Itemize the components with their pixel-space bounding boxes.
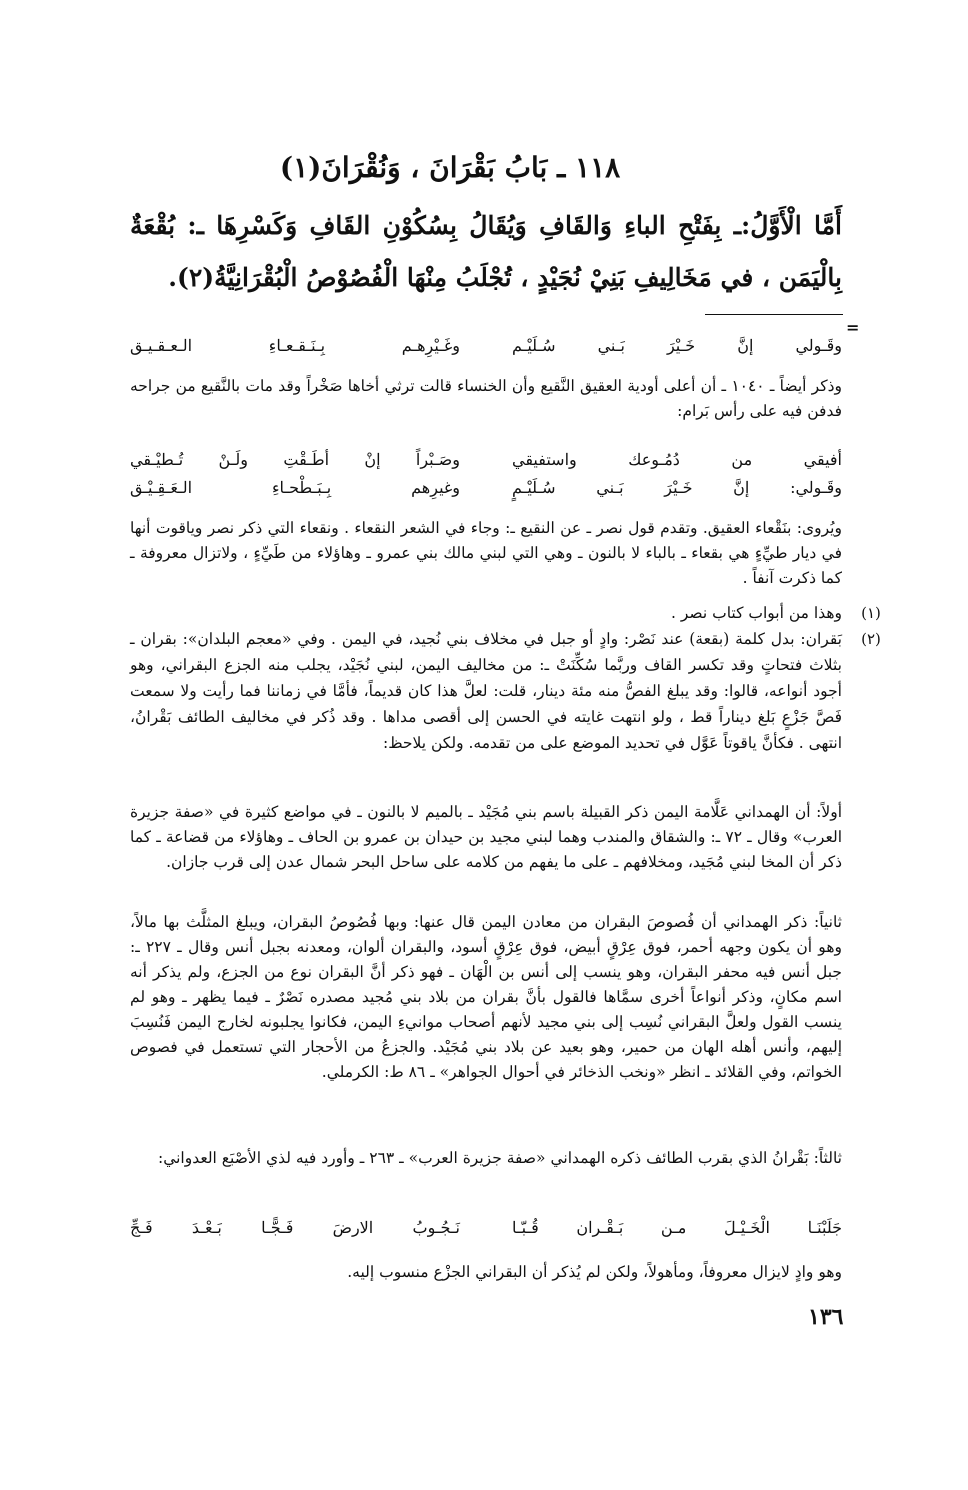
footnote-text: وهذا من أبواب كتاب نصر . <box>671 604 842 622</box>
verse-hemistich-first: وقَـولي إنَّ خَـيْرَ بَـني سُـلَيْـم <box>512 336 842 355</box>
footnote-separator <box>705 314 843 315</box>
footnote-number: (٢) <box>861 630 881 648</box>
footnote-paragraph: ويُروى: بنَقْعاء العقيق. وتقدم قول نصر ـ عن النقيع ـ: وجاء في الشعر النقعاء . ونقعاء التي ذكر نصر وياقوت أنها في ديار طيِّءٍ هي بقعاء ـ بالباء لا بالنون ـ وهي التي لبني مالك بني عمرو ـ وهاؤلاء من طَيِّءٍ ، ولاتزال معروفة ـ كما ذكرت آنفاً . <box>130 519 842 587</box>
verse-line-3 <box>130 478 842 508</box>
footnote-paragraph: ثانياً: ذكر الهمداني أن فُصوصَ البقران من معادن اليمن قال عنها: وبها فُصُوصُ البقران، ويبلغ المثلَّث بها مالاً، وهو أن يكون وجهه أحمر، فوق عِرْقٍ أبيض، فوق عِرْقٍ أسود، والبقران ألوان، ومعدنه بجبل أنس وقال ـ ٢٢٧ ـ: جبل أنس فيه محفر البقران، وهو ينسب إلى أنس بن الْهَان ـ فهو ذكر أنَّ البقران نوع من الجزع، ولم يذكر أنه اسم مكانٍ، وذكر أنواعاً أخرى سمَّاها فالقول بأنَّ بقران من بلاد بني مُجيد مصدره نَصْرٌ ـ فيما يظهر ـ وهو لم ينسب القول ولعلَّ البقراني نُسِب إلى بني مجيد لأنهم أصحاب موانيءِ اليمن، فكانوا يجلبونه لخارج اليمن فَنُسِبَ إليهم، وأنس أهله الهان من حمير، وهو بعيد عن بلاد بني مُجَيْد. والجزعُ من الأحجار التي تستعمل في فصوص الخواتم، وفي القلائد ـ انظر «ونخب الذخائر في أحوال الجواهر» ـ ٨٦ ط: الكرملي. <box>130 913 842 1081</box>
footnote-paragraph: وذكر أيضاً ـ ١٠٤٠ ـ أن أعلى أودية العقيق النَّقيع وأن الخنساء قالت ترثي أخاها صَخْراً وقد مات بالنَّقيع من جراحه فدفن فيه على رأس بَرام: <box>130 377 842 420</box>
verse-line-1 <box>130 336 842 366</box>
verse-line-2 <box>130 450 842 480</box>
continuation-mark: = <box>846 318 860 337</box>
verse-hemistich-second: وغَـيْرِهـم بِـنَـقـعـاءِ الـعـقـيـق <box>130 336 460 355</box>
footnote-2 <box>130 626 881 756</box>
footnote-paragraph: أولاً: أن الهمداني عَلَّامة اليمن ذكر القبيلة باسم بني مُجَيْد ـ بالميم لا بالنون ـ في مواضع كثيرة في «صفة جزيرة العرب» وقال ـ ٧٢ ـ: والشقاق والمندب وهما لبني مجيد بن حيدان بن عمرو بن الحاف ـ وهاؤلاء من قضاعة ـ كما ذكر أن المخا لبني مُجَيد، ومخلافهم ـ على ما يفهم من كلامه على ساحل البحر شمال عدن إلى قرب جازان. <box>130 803 842 871</box>
verse-hemistich-second: نَـجُـوبُ الارضَ فَـجًّـا بَـعْـدَ فَـجِّ <box>130 1218 460 1237</box>
footnote-text: بَقران: بدل كلمة (بقعة) عند نَصْر: وادٍ أو جبل في مخلاف بني نُجيد، في اليمن . وفي «معجم البلدان»: بقران ـ بثلاث فتحاتٍ وقد تكسر القاف وربَّما سُكِّنَتْ ـ: من مخاليف اليمن، لبني نُجَيْد، يجلب منه الجزع البقراني، وهو أجود أنواعه، قالوا: وقد يبلغ الفصُّ منه مئة دينار، قلت: لعلَّ هذا كان قديماً، فأمَّا في زماننا فما رأيت ولا سمعت فَصَّ جَزْعٍ بَلغ ديناراً قط ، ولو انتهت غايته في الحسن إلى أقصى مداها . وقد ذُكر في مخاليف الطائف بَقْرانُ، انتهى . فكأنَّ ياقوتاً عَوَّل في تحديد الموضع على من تقدمه. ولكن يلاحظ: <box>130 630 842 752</box>
footnote-number: (١) <box>861 604 881 622</box>
verse-line-4 <box>130 1218 842 1248</box>
footnote-paragraph: ثالثاً: بَقْرانُ الذي بقرب الطائف ذكره الهمداني «صفة جزيرة العرب» ـ ٢٦٣ ـ وأورد فيه لذي الأصْبَع العدواني: <box>157 1149 842 1167</box>
verse-hemistich-second: وصَـبْراً إنْ أطَـقْتِ ولَـنْ تُـطيْـقي <box>130 450 460 469</box>
verse-hemistich-first: جَلَبْنَـا الْخَـيْـلَ مـن بَـقْـران قُـبّـا <box>512 1218 842 1237</box>
footnote-paragraph: وهو وادٍ لايزال معروفاً، ومأهولاً، ولكن لم يُذكر أن البقراني الجزْع منسوب إليه. <box>347 1263 842 1281</box>
page-number: ١٣٦ <box>808 1304 844 1330</box>
chapter-title: ١١٨ ـ بَابُ بَقْرَانَ ، وَنُقْرَانَ(١) <box>279 151 621 184</box>
chapter-lead-text: أَمَّا الْأَوَّلُ:ـ بِفَتْحِ الباءِ وَالقَافِ وَيُقَالُ بِسُكُوْنِ القَافِ وَكَسْرِهَا ـ: بُقْعَةٌ بِالْيَمَن ، في مَخَالِيفِ بَنِيْ نُجَيْدٍ ، تُجْلَبُ مِنْهَا الْفُصُوْصُ الْبُقْرَانِيَّةُ(٢). <box>130 211 842 292</box>
footnote-1 <box>130 600 881 626</box>
verse-hemistich-second: وغيرِهم بِـبَـطْحـاءِ الـعَـقِـيْـق <box>130 478 460 497</box>
verse-hemistich-first: أفيقي من دُمُـوعك واستفيقي <box>512 450 842 469</box>
verse-hemistich-first: وقَـولي: إنَّ خَـيْرَ بَـني سُـلَيْـمٍ <box>512 478 842 497</box>
